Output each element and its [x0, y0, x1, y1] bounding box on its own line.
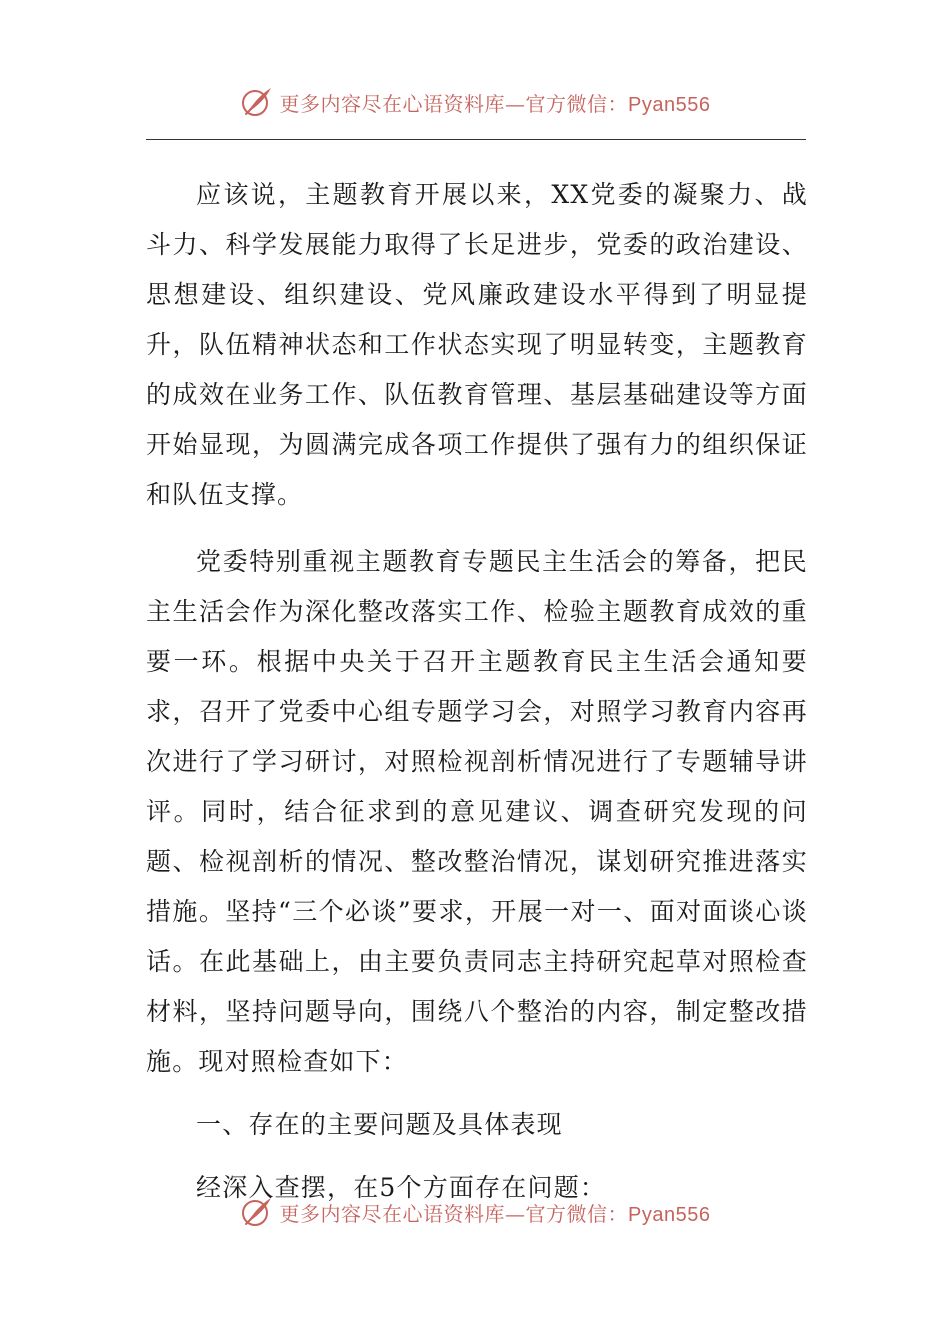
- banner-label: 更多内容尽在心语资料库—官方微信：: [279, 1201, 629, 1226]
- paragraph: 党委特别重视主题教育专题民主生活会的筹备，把民主生活会作为深化整改落实工作、检验主题教育成效的重要一环。根据中央关于召开主题教育民主生活会通知要求，召开了党委中心组专题学习会，对照学习教育内容再次进行了学习研讨，对照检视剖析情况进行了专题辅导讲评。同时，结合征求到的意见建议、调查研究发现的问题、检视剖析的情况、整改整治情况，谋划研究推进落实措施。坚持“三个必谈”要求，开展一对一、面对面谈心谈话。在此基础上，由主要负责同志主持研究起草对照检查材料，坚持问题导向，围绕八个整治的内容，制定整改措施。现对照检查如下：: [146, 547, 808, 1076]
- quill-logo-icon: [240, 85, 274, 119]
- quill-logo-icon: [240, 1195, 274, 1229]
- document-body: [146, 170, 808, 1213]
- footer-banner: [0, 1192, 950, 1232]
- wechat-id: Pyan556: [628, 93, 711, 116]
- header-banner: [0, 82, 950, 122]
- paragraph: 经深入查摆，在5个方面存在问题：: [196, 1173, 607, 1202]
- section-heading: 一、存在的主要问题及具体表现: [196, 1110, 563, 1139]
- wechat-id: Pyan556: [628, 1203, 711, 1226]
- paragraph: 应该说，主题教育开展以来，XX党委的凝聚力、战斗力、科学发展能力取得了长足进步，党委的政治建设、思想建设、组织建设、党风廉政建设水平得到了明显提升，队伍精神状态和工作状态实现了明显转变，主题教育的成效在业务工作、队伍教育管理、基层基础建设等方面开始显现，为圆满完成各项工作提供了强有力的组织保证和队伍支撑。: [146, 180, 808, 509]
- header-divider: [146, 139, 806, 140]
- banner-text: [280, 88, 711, 117]
- banner-label: 更多内容尽在心语资料库—官方微信：: [279, 91, 629, 116]
- banner-text: [280, 1198, 711, 1227]
